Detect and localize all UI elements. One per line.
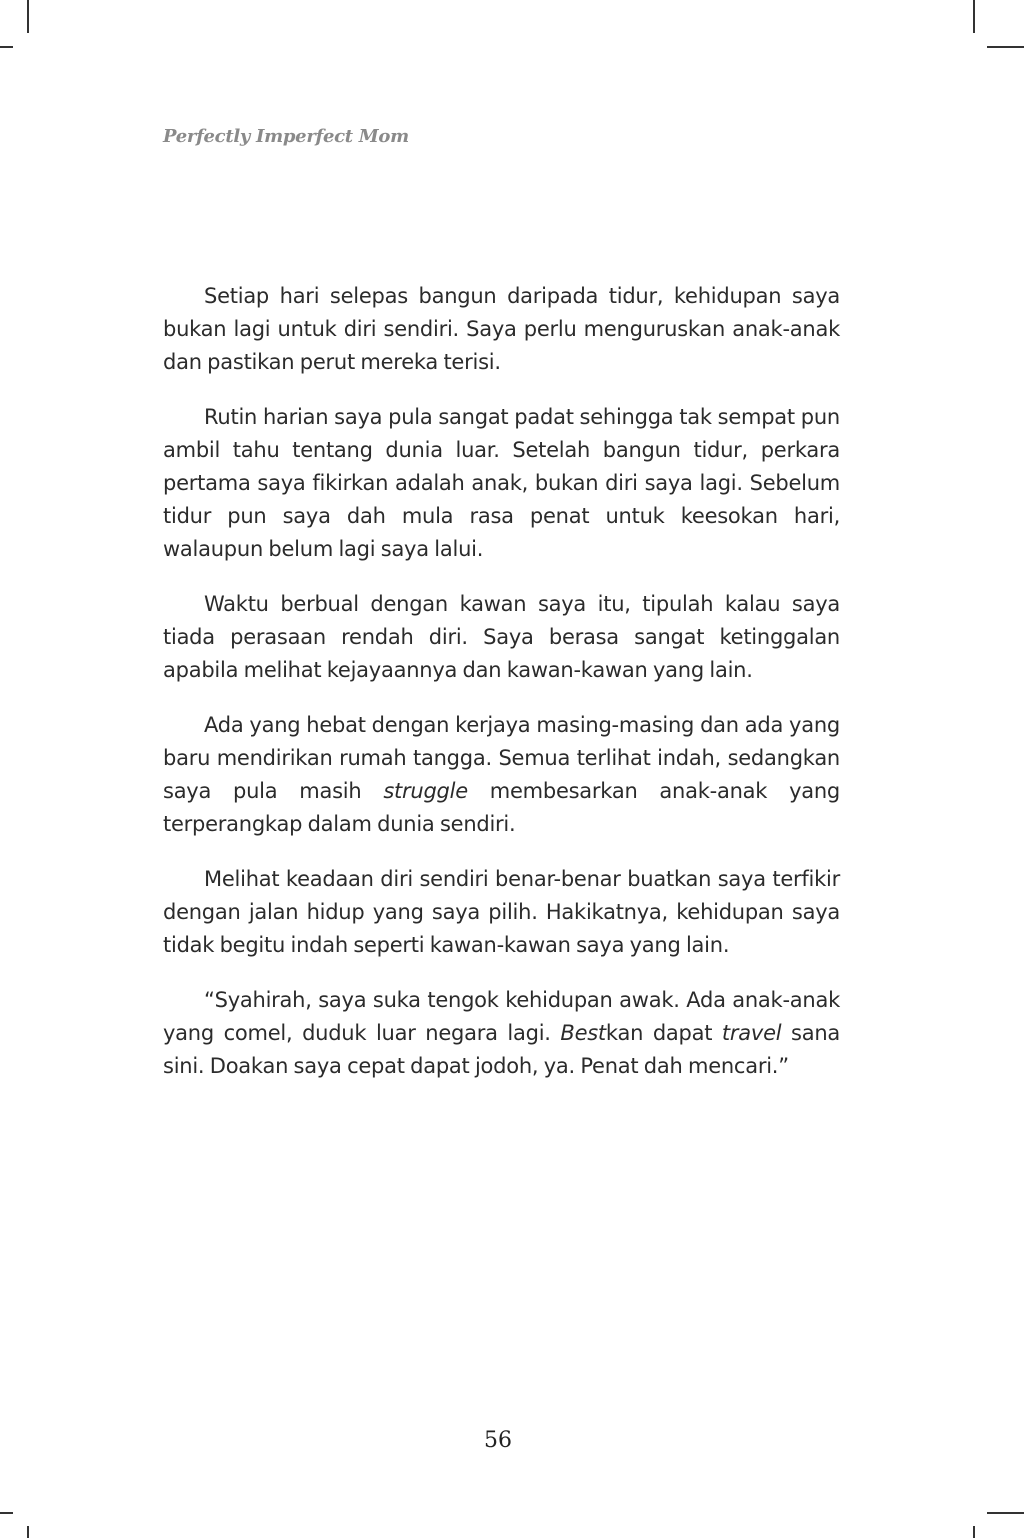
paragraph-text: membesarkan anak-anak yang terperangkap dalam dunia sendiri. bbox=[163, 779, 841, 836]
crop-mark-top-left-vertical bbox=[27, 0, 29, 33]
italic-text: struggle bbox=[383, 779, 468, 803]
paragraph-text: Melihat keadaan diri sendiri benar-benar buatkan saya terfikir dengan jalan hidup yang saya pilih. Hakikatnya, kehidupan saya tidak begitu indah seperti kawan-kawan saya yang lain. bbox=[163, 867, 840, 957]
paragraph-text: kan dapat bbox=[605, 1021, 722, 1045]
paragraph bbox=[163, 588, 840, 687]
body-text bbox=[163, 280, 840, 1105]
crop-mark-bottom-left-vertical bbox=[27, 1526, 29, 1538]
paragraph-text: Setiap hari selepas bangun daripada tidur, kehidupan saya bukan lagi untuk diri sendiri. Saya perlu menguruskan anak-anak dan pastikan perut mereka terisi. bbox=[163, 284, 840, 374]
crop-mark-top-left-horizontal bbox=[0, 46, 13, 48]
paragraph-text: “Syahirah, saya suka tengok kehidupan awak. Ada anak-anak yang comel, duduk luar negara lagi. bbox=[163, 988, 840, 1045]
page-number: 56 bbox=[484, 1428, 512, 1453]
crop-mark-top-right-vertical bbox=[973, 0, 975, 33]
crop-mark-bottom-right-horizontal bbox=[987, 1512, 1024, 1514]
paragraph-text: Rutin harian saya pula sangat padat sehingga tak sempat pun ambil tahu tentang dunia luar. Setelah bangun tidur, perkara pertama saya fikirkan adalah anak, bukan diri saya lagi. Sebelum tidur pun saya dah mula rasa penat untuk keesokan hari, walaupun belum lagi saya lalui. bbox=[163, 405, 840, 561]
paragraph-text: sana sini. Doakan saya cepat dapat jodoh, ya. Penat dah mencari.” bbox=[163, 1021, 841, 1078]
paragraph bbox=[163, 280, 840, 379]
paragraph bbox=[163, 984, 840, 1083]
paragraph bbox=[163, 709, 840, 841]
crop-mark-bottom-left-horizontal bbox=[0, 1512, 13, 1514]
crop-mark-bottom-right-vertical bbox=[973, 1526, 975, 1538]
crop-mark-top-right-horizontal bbox=[987, 46, 1024, 48]
paragraph bbox=[163, 863, 840, 962]
paragraph bbox=[163, 401, 840, 566]
paragraph-text: Waktu berbual dengan kawan saya itu, tipulah kalau saya tiada perasaan rendah diri. Saya berasa sangat ketinggalan apabila melihat kejayaannya dan kawan-kawan yang lain. bbox=[163, 592, 840, 682]
italic-text: Best bbox=[560, 1021, 606, 1045]
paragraph-text: Ada yang hebat dengan kerjaya masing-masing dan ada yang baru mendirikan rumah tangga. Semua terlihat indah, sedangkan saya pula masih bbox=[163, 713, 840, 803]
running-header: Perfectly Imperfect Mom bbox=[163, 126, 409, 147]
italic-text: travel bbox=[721, 1021, 782, 1045]
